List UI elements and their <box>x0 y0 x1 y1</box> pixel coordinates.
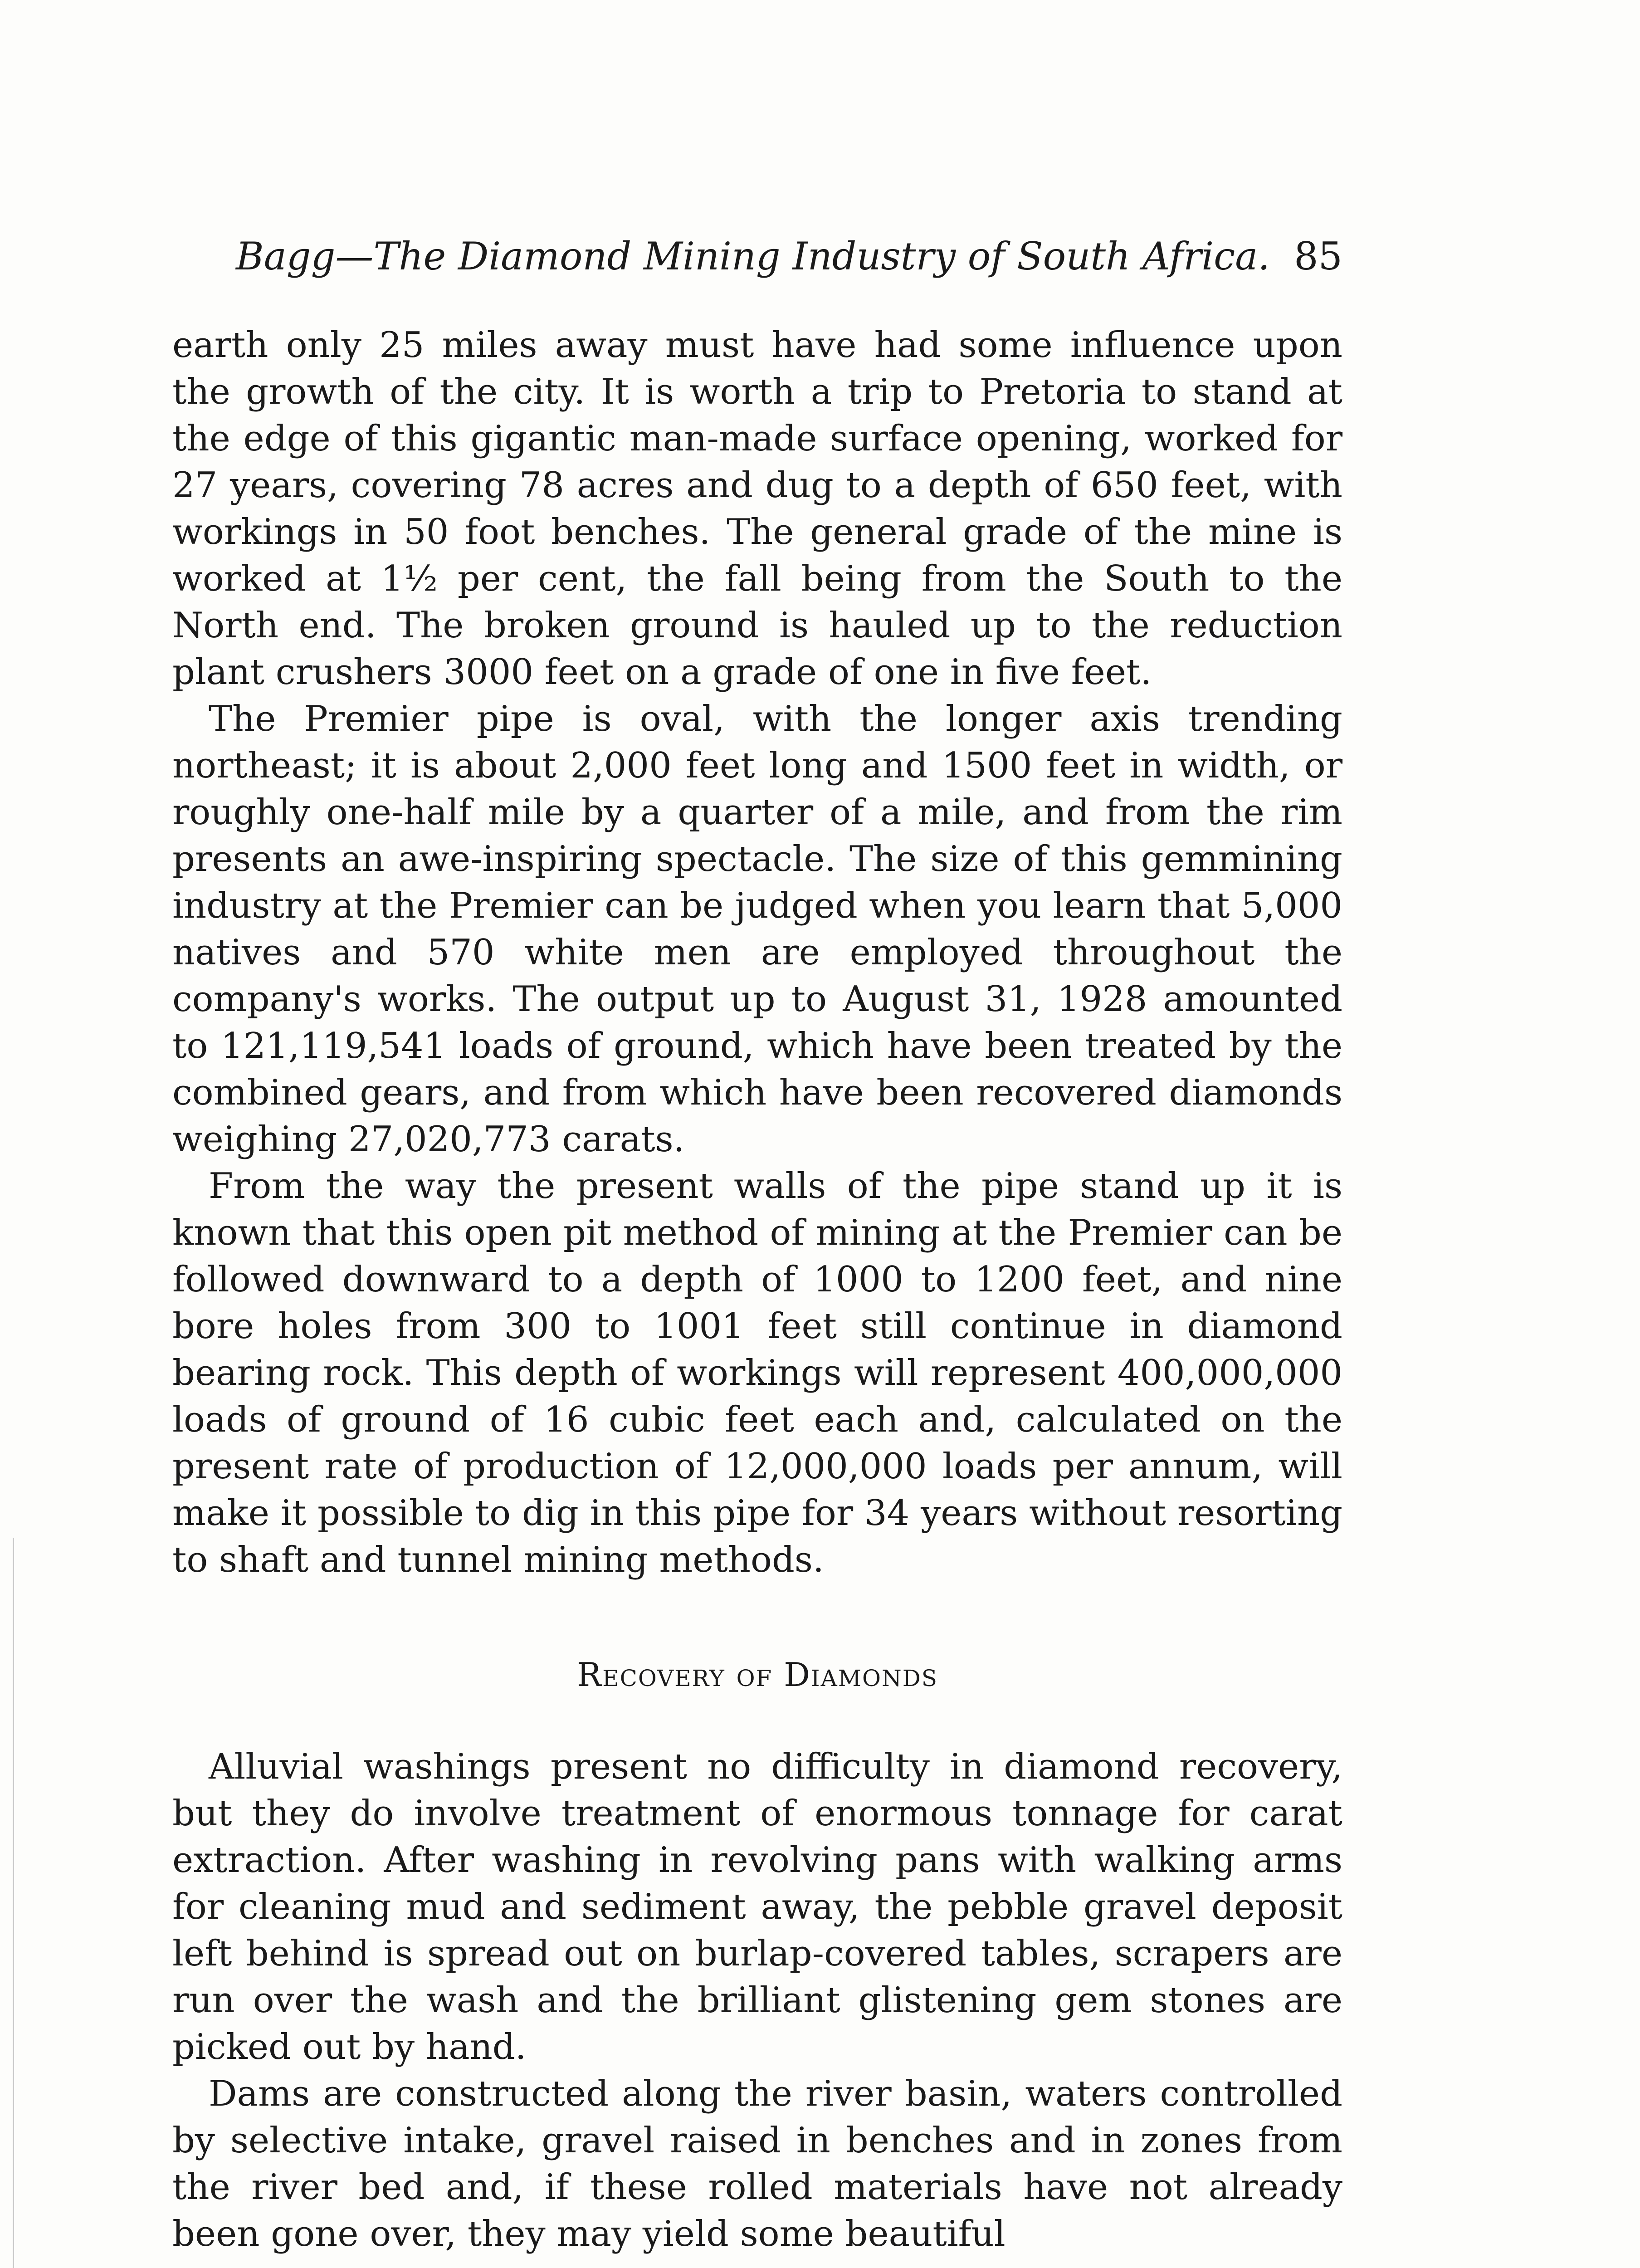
body-text <box>172 322 1342 2258</box>
paragraph-alluvial-washings: Alluvial washings present no difficulty in diamond recovery, but they do involve treatment of enormous tonnage for carat extraction. After washing in revolving pans with walking arms for cleaning mud and sediment away, the pebble gravel deposit left behind is spread out on burlap-covered tables, scrapers are run over the wash and the brilliant glistening gem stones are picked out by hand. <box>172 1746 1342 2068</box>
running-head <box>236 227 1342 286</box>
paragraph-premier-pipe: The Premier pipe is oval, with the longer axis trending northeast; it is about 2,000 feet long and 1500 feet in width, or roughly one-half mile by a quarter of a mile, and from the rim presents an awe-inspiring spectacle. The size of this gemmining industry at the Premier can be judged when you learn that 5,000 natives and 570 white men are employed throughout the company's works. The output up to August 31, 1928 amounted to 121,119,541 loads of ground, which have been treated by the combined gears, and from which have been recovered diamonds weighing 27,020,773 carats. <box>172 699 1342 1160</box>
paragraph-dams: Dams are constructed along the river basin, waters controlled by selective intake, gravel raised in benches and in zones from the river bed and, if these rolled materials have not already been gone over, they may yield some beautiful <box>172 2073 1342 2254</box>
page-number: 85 <box>1294 234 1342 279</box>
section-heading: Recovery of Diamonds <box>576 1656 938 1694</box>
paragraph-continued: earth only 25 miles away must have had some influence upon the growth of the city. It is worth a trip to Pretoria to stand at the edge of this gigantic man-made surface opening, worked for 27 years, covering 78 acres and dug to a depth of 650 feet, with workings in 50 foot benches. The general grade of the mine is worked at 1½ per cent, the fall being from the South to the North end. The broken ground is hauled up to the reduction plant crushers 3000 feet on a grade of one in five feet. <box>172 325 1342 693</box>
running-head-title: Bagg—The Diamond Mining Industry of South Africa. <box>236 234 1270 279</box>
paragraph-open-pit: From the way the present walls of the pipe stand up it is known that this open pit method of mining at the Premier can be followed downward to a depth of 1000 to 1200 feet, and nine bore holes from 300 to 1001 feet still continue in diamond bearing rock. This depth of workings will represent 400,000,000 loads of ground of 16 cubic feet each and, calculated on the present rate of production of 12,000,000 loads per annum, will make it possible to dig in this pipe for 34 years without resorting to shaft and tunnel mining methods. <box>172 1166 1342 1580</box>
scan-edge-line <box>13 1538 14 2268</box>
